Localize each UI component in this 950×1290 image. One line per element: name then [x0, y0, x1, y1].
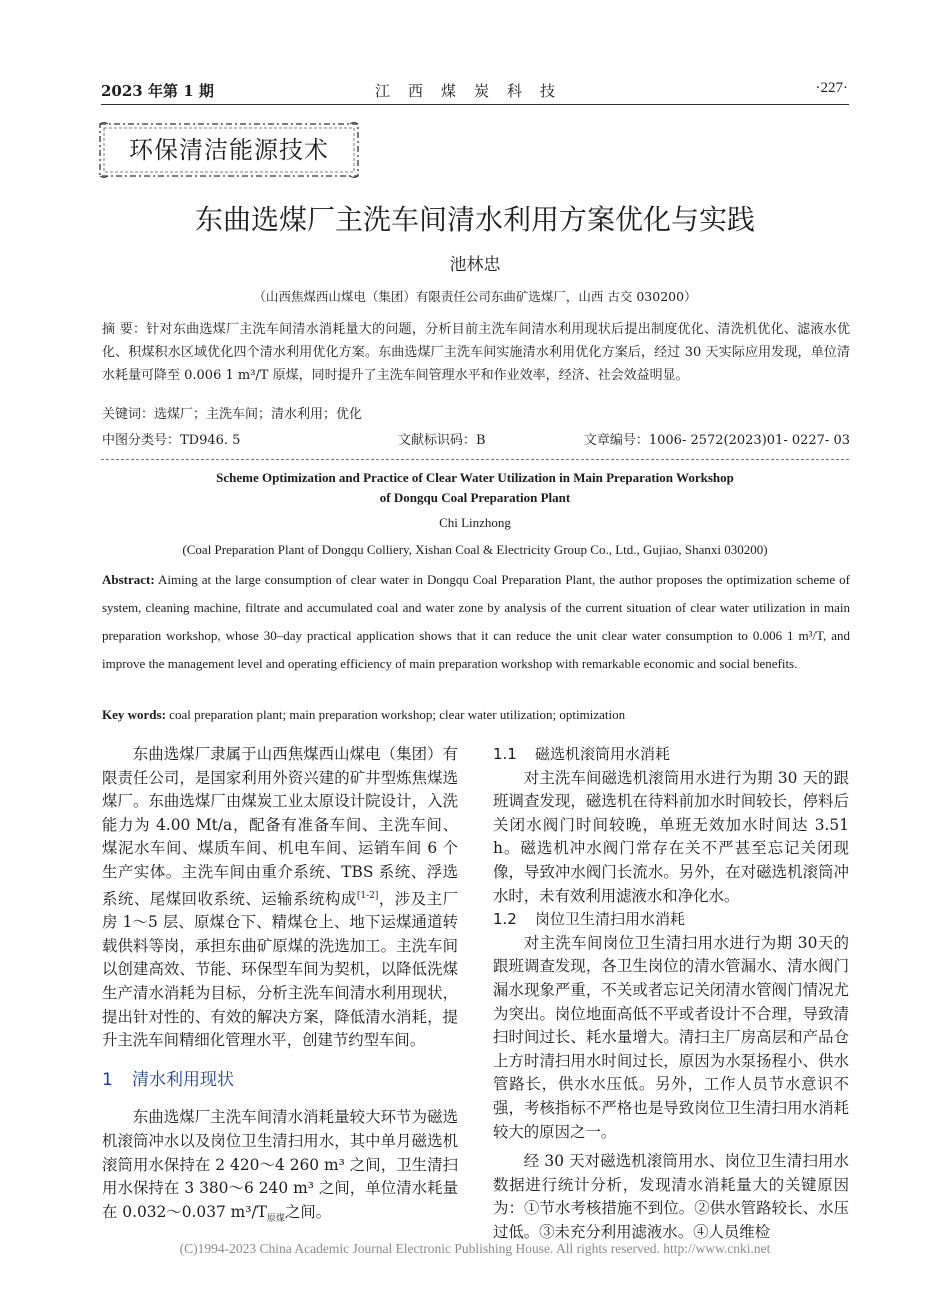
copyright-footer: (C)1994-2023 China Academic Journal Electronic Publishing House. All rights reserved. http://www.cnki.net	[179, 1241, 771, 1256]
section-1-2-paragraph-2: 经 30 天对磁选机滚筒用水、岗位卫生清扫用水数据进行统计分析，发现清水消耗量大的关键原因为：①节水考核措施不到位。②供水管路较长、水压过低。③未充分利用滤液水。④人员维检	[493, 1152, 849, 1241]
section-1-heading	[102, 1069, 458, 1093]
abstract-cn-label: 摘 要：	[102, 322, 147, 337]
english-title	[0, 468, 950, 508]
article-title: 东曲选煤厂主洗车间清水利用方案优化与实践	[194, 203, 755, 236]
english-abstract-text: Aiming at the large consumption of clear water in Dongqu Coal Preparation Plant, the author proposes the optimization scheme of system, cleaning machine, filtrate and accumulated coal and water zone by analysis of the current situation of clear water utilization in main preparation workshop, whose 30–day practical application shows that it can reduce the unit clear water consumption to 0.006 1 m³/T, and improve the management level and operating efficiency of main preparation workshop with remarkable economic and social benefits.	[102, 572, 850, 671]
author-name: 池林忠	[449, 255, 501, 275]
section-1-title: 清水利用现状	[132, 1069, 234, 1090]
keywords-cn	[102, 403, 850, 426]
english-keywords	[102, 707, 850, 723]
issue-label: 2023 年第 1 期	[101, 82, 214, 100]
abstract-cn-text: 针对东曲选煤厂主洗车间清水消耗量大的问题，分析目前主洗车间清水利用现状后提出制度优化、清洗机优化、滤液水优化、积煤积水区域优化四个清水利用优化方案。东曲选煤厂主洗车间实施清水利用优化方案后，经过 30 天实际应用发现，单位清水耗量可降至 0.006 1 m³/T 原煤，同时提升了主洗车间管理水平和作业效率，经济、社会效益明显。	[102, 322, 850, 383]
section-banner	[98, 121, 360, 179]
intro-citation: [1-2]	[356, 890, 379, 901]
section-1-1-title: 磁选机滚筒用水消耗	[535, 745, 671, 763]
section-1-1-number: 1.1	[493, 745, 517, 763]
section-1-paragraph	[102, 1106, 458, 1231]
document-code: 文献标识码：B	[398, 433, 486, 448]
banner-label: 环保清洁能源技术	[129, 136, 329, 164]
clc-number: 中图分类号：TD946. 5	[102, 433, 241, 448]
english-keywords-text: coal preparation plant; main preparation workshop; clear water utilization; optimization	[165, 707, 626, 722]
section-1-1-heading	[493, 743, 849, 767]
section-1-2-paragraph: 对主洗车间岗位卫生清扫用水进行为期 30天的跟班调查发现，各卫生岗位的清水管漏水、清水阀门漏水现象严重，不关或者忘记关闭清水管阀门情况尤为突出。岗位地面高低不平或者设计不合理，导致清扫时间过长、耗水量增大。清扫主厂房高层和产品仓上方时清扫用水时间过长，原因为水泵扬程小、供水管路长，供水水压低。另外，工作人员节水意识不强，考核指标不严格也是导致岗位卫生清扫用水消耗较大的原因之一。	[493, 933, 849, 1141]
intro-text-2: ，涉及主厂房 1～5 层、原煤仓下、精煤仓上、地下运煤通道转载供料等岗，承担东曲矿原煤的洗选加工。主洗车间以创建高效、节能、环保型车间为契机，以降低洗煤生产清水消耗为目标，分析主洗车间清水利用现状，提出针对性的、有效的解决方案，降低清水消耗，提升主洗车间精细化管理水平，创建节约型车间。	[102, 889, 458, 1050]
abstract-cn	[102, 318, 850, 387]
intro-text-1: 东曲选煤厂隶属于山西焦煤西山煤电（集团）有限责任公司，是国家利用外资兴建的矿井型炼焦煤选煤厂。东曲选煤厂由煤炭工业太原设计院设计，入洗能力为 4.00 Mt/a，配备有准备车间、主洗车间、煤泥水车间、煤质车间、机电车间、运销车间 6 个生产实体。主洗车间由重介系统、TBS 系统、浮选系统、尾煤回收系统、运输系统构成	[102, 745, 458, 908]
english-author: Chi Linzhong	[439, 515, 511, 530]
english-abstract	[102, 566, 850, 678]
section-1-2-number: 1.2	[493, 910, 517, 929]
keywords-cn-text: 选煤厂；主洗车间；清水利用；优化	[154, 407, 363, 422]
section-1-1-paragraph: 对主洗车间磁选机滚筒用水进行为期 30 天的跟班调查发现，磁选机在待料前加水时间较长，停料后关闭水阀门时间较晚，单班无效加水时间达 3.51 h。磁选机冲水阀门常存在关不严甚至忘记关闭现像，导致冲水阀门长流水。另外，在对磁选机滚筒冲水时，未有效利用滤液水和净化水。	[493, 768, 849, 905]
section-1-subscript: 原煤	[266, 1213, 285, 1224]
journal-name: 江西煤炭科技	[375, 82, 574, 100]
body-column-right	[493, 743, 849, 1244]
section-1-2-heading	[493, 908, 849, 932]
header-rule	[101, 104, 849, 105]
article-number: 文章编号：1006- 2572(2023)01- 0227- 03	[583, 433, 850, 448]
section-1-number: 1	[102, 1069, 113, 1090]
intro-paragraph	[102, 743, 458, 1053]
author-affiliation: （山西焦煤西山煤电（集团）有限责任公司东曲矿选煤厂，山西 古交 030200）	[253, 289, 697, 304]
section-1-text-a: 东曲选煤厂主洗车间清水消耗量较大环节为磁选机滚筒冲水以及岗位卫生清扫用水，其中单月磁选机滚筒用水保持在 2 420～4 260 m³ 之间，卫生清扫用水保持在 3 380～6 240 m³ 之间，单位清水耗量在 0.032～0.037 m³/T	[102, 1108, 458, 1221]
section-1-text-b: 之间。	[284, 1202, 332, 1221]
english-abstract-label: Abstract:	[102, 572, 155, 587]
page-number: ·227·	[815, 80, 848, 96]
english-affiliation: (Coal Preparation Plant of Dongqu Colliery, Xishan Coal & Electricity Group Co., Ltd., Gujiao, Shanxi 030200)	[182, 542, 768, 557]
english-title-line1: Scheme Optimization and Practice of Clear Water Utilization in Main Preparation Workshop	[216, 470, 734, 485]
english-keywords-label: Key words:	[102, 707, 166, 722]
english-title-line2: of Dongqu Coal Preparation Plant	[379, 490, 571, 505]
section-1-2-title: 岗位卫生清扫用水消耗	[535, 910, 686, 929]
separator-rule	[101, 459, 849, 460]
body-column-left	[102, 743, 458, 1231]
keywords-cn-label: 关键词：	[102, 407, 155, 422]
